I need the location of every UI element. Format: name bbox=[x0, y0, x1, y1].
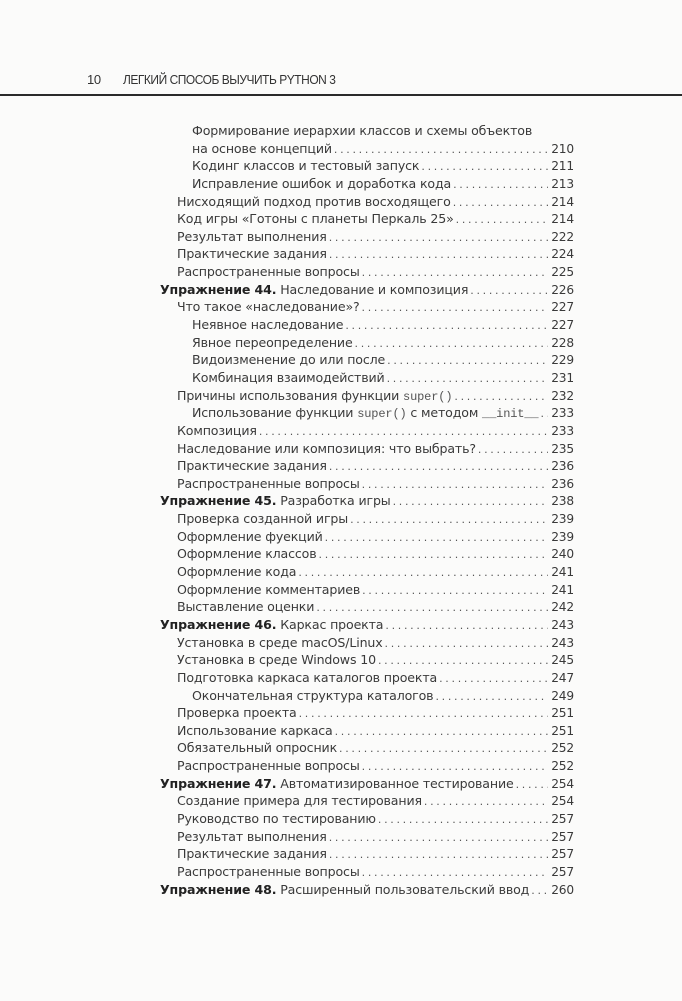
toc-entry-title bbox=[177, 440, 478, 458]
toc-entry-page: 224 bbox=[548, 246, 574, 264]
dot-leader bbox=[387, 370, 549, 388]
toc-entry-page: 254 bbox=[548, 793, 574, 811]
toc-entry[interactable] bbox=[160, 598, 574, 616]
toc-entry-page: 231 bbox=[548, 370, 574, 388]
dot-leader bbox=[362, 299, 549, 317]
toc-entry-title bbox=[192, 369, 387, 387]
dot-leader bbox=[435, 688, 548, 706]
dot-leader bbox=[345, 317, 548, 335]
toc-entry-text: Оформление кода bbox=[177, 564, 297, 580]
toc-entry-text: Неявное наследование bbox=[192, 317, 344, 333]
toc-entry-page: 238 bbox=[548, 493, 574, 511]
dot-leader bbox=[478, 441, 548, 459]
toc-entry-page: 239 bbox=[548, 529, 574, 547]
dot-leader bbox=[259, 423, 548, 441]
toc-entry-text-after: с методом bbox=[410, 405, 479, 421]
toc-entry-title bbox=[177, 563, 298, 581]
toc-entry-page: 247 bbox=[548, 670, 574, 688]
toc-entry[interactable] bbox=[160, 422, 574, 440]
toc-entry-page: 241 bbox=[548, 582, 574, 600]
toc-entry-text: Явное переопределение bbox=[192, 334, 353, 350]
toc-entry-text: Наследование или композиция: что выбрать? bbox=[177, 440, 476, 456]
toc-entry-title bbox=[177, 598, 316, 616]
toc-entry-title bbox=[177, 828, 329, 846]
toc-entry-title bbox=[177, 228, 329, 246]
dot-leader bbox=[531, 882, 548, 900]
toc-entry-text: Оформление фуекций bbox=[177, 528, 323, 544]
dot-leader bbox=[362, 476, 549, 494]
toc-entry[interactable] bbox=[160, 281, 574, 299]
toc-entry-page: 232 bbox=[548, 388, 574, 406]
toc-entry-text: на основе концепций bbox=[192, 140, 332, 156]
toc-entry-title bbox=[160, 492, 393, 510]
code-snippet: super() bbox=[403, 389, 453, 404]
toc-entry-text: Исправление ошибок и доработка кода bbox=[192, 175, 452, 191]
toc-entry-title bbox=[177, 245, 329, 263]
toc-entry-title bbox=[160, 775, 516, 793]
dot-leader bbox=[385, 617, 548, 635]
toc-entry-title bbox=[177, 422, 259, 440]
toc-entry-text: Разработка игры bbox=[280, 493, 391, 509]
toc-entry[interactable] bbox=[160, 298, 574, 316]
toc-entry-title bbox=[177, 739, 339, 757]
toc-entry-text: Обязательный опросник bbox=[177, 740, 338, 756]
dot-leader bbox=[335, 723, 549, 741]
toc-entry[interactable] bbox=[160, 193, 574, 211]
dot-leader bbox=[470, 282, 548, 300]
toc-entry-page: 222 bbox=[548, 229, 574, 247]
toc-entry-page: 236 bbox=[548, 476, 574, 494]
toc-entry-text: Практические задания bbox=[177, 846, 327, 862]
dot-leader bbox=[453, 176, 548, 194]
dot-leader bbox=[424, 793, 548, 811]
dot-leader bbox=[329, 458, 548, 476]
toc-entry-page: 249 bbox=[548, 688, 574, 706]
toc-entry[interactable] bbox=[160, 563, 574, 581]
dot-leader bbox=[339, 740, 548, 758]
dot-leader bbox=[329, 846, 548, 864]
toc-entry[interactable] bbox=[160, 351, 574, 369]
toc-entry[interactable] bbox=[160, 810, 574, 828]
dot-leader bbox=[334, 141, 548, 159]
toc-entry-title bbox=[177, 528, 325, 546]
toc-entry[interactable] bbox=[160, 263, 574, 281]
dot-leader bbox=[378, 652, 548, 670]
toc-entry-text: Распространенные вопросы bbox=[177, 264, 360, 280]
book-title: ЛЕГКИЙ СПОСОБ ВЫУЧИТЬ PYTHON 3 bbox=[123, 72, 336, 87]
dot-leader bbox=[350, 511, 548, 529]
toc-entry-page: 214 bbox=[548, 211, 574, 229]
toc-entry[interactable] bbox=[160, 757, 574, 775]
code-snippet: super() bbox=[357, 407, 407, 422]
dot-leader bbox=[421, 158, 548, 176]
toc-entry-page: 243 bbox=[548, 617, 574, 635]
toc-entry[interactable] bbox=[160, 334, 574, 352]
toc-entry-title bbox=[177, 863, 362, 881]
toc-entry-page: 233 bbox=[548, 423, 574, 441]
toc-entry-page: 228 bbox=[548, 335, 574, 353]
toc-entry-title bbox=[177, 263, 362, 281]
toc-entry[interactable] bbox=[160, 828, 574, 846]
toc-entry-title bbox=[192, 122, 534, 140]
toc-entry-text: Практические задания bbox=[177, 458, 327, 474]
toc-entry[interactable] bbox=[160, 245, 574, 263]
toc-entry-text: Руководство по тестированию bbox=[177, 810, 376, 826]
toc-entry[interactable] bbox=[160, 510, 574, 528]
table-of-contents bbox=[160, 122, 574, 898]
dot-leader bbox=[385, 635, 549, 653]
code-snippet: __init__ bbox=[482, 407, 539, 422]
toc-entry-page: 257 bbox=[548, 811, 574, 829]
exercise-label: Упражнение 47. bbox=[160, 775, 277, 791]
dot-leader bbox=[454, 388, 548, 406]
toc-entry-page: 251 bbox=[548, 723, 574, 741]
toc-entry[interactable] bbox=[160, 616, 574, 634]
dot-leader bbox=[329, 246, 548, 264]
exercise-label: Упражнение 46. bbox=[160, 616, 277, 632]
toc-entry-text: Видоизменение до или после bbox=[192, 352, 386, 368]
dot-leader bbox=[393, 493, 549, 511]
toc-entry-page: 240 bbox=[548, 546, 574, 564]
toc-entry-title bbox=[177, 651, 378, 669]
toc-entry-page: 260 bbox=[548, 882, 574, 900]
toc-entry-title bbox=[177, 792, 424, 810]
toc-entry-text: Комбинация взаимодействий bbox=[192, 369, 385, 385]
toc-entry[interactable] bbox=[160, 739, 574, 757]
toc-entry-text: Практические задания bbox=[177, 246, 327, 262]
toc-entry-page: 241 bbox=[548, 564, 574, 582]
toc-entry-title bbox=[177, 510, 350, 528]
page-number: 10 bbox=[87, 72, 101, 87]
toc-entry-page: 242 bbox=[548, 599, 574, 617]
toc-entry-title bbox=[177, 193, 453, 211]
toc-entry[interactable] bbox=[160, 881, 574, 899]
toc-entry-text: Проверка созданной игры bbox=[177, 511, 349, 527]
toc-entry[interactable] bbox=[160, 492, 574, 510]
toc-entry-text: Выставление оценки bbox=[177, 599, 315, 615]
toc-entry-page: 257 bbox=[548, 864, 574, 882]
toc-entry-text: Установка в среде Windows 10 bbox=[177, 652, 376, 668]
toc-entry-text: Окончательная структура каталогов bbox=[192, 687, 434, 703]
toc-entry-page: 210 bbox=[548, 141, 574, 159]
toc-entry[interactable] bbox=[160, 687, 574, 705]
toc-entry[interactable] bbox=[160, 457, 574, 475]
toc-entry-title bbox=[192, 687, 435, 705]
dot-leader bbox=[355, 335, 549, 353]
toc-entry-text: Оформление классов bbox=[177, 546, 317, 562]
dot-leader bbox=[329, 229, 549, 247]
toc-entry[interactable] bbox=[160, 651, 574, 669]
exercise-label: Упражнение 44. bbox=[160, 281, 277, 297]
toc-entry-text: Результат выполнения bbox=[177, 228, 327, 244]
toc-entry[interactable] bbox=[160, 387, 574, 405]
toc-entry[interactable] bbox=[160, 669, 574, 687]
toc-entry-text: Установка в среде macOS/Linux bbox=[177, 634, 383, 650]
toc-entry[interactable] bbox=[160, 157, 574, 175]
toc-entry-page: 227 bbox=[548, 317, 574, 335]
toc-entry[interactable] bbox=[160, 792, 574, 810]
toc-entry-title bbox=[177, 722, 335, 740]
dot-leader bbox=[298, 564, 548, 582]
toc-entry[interactable] bbox=[160, 369, 574, 387]
toc-entry[interactable] bbox=[160, 316, 574, 334]
toc-entry-text: Код игры «Готоны с планеты Перкаль 25» bbox=[177, 211, 454, 227]
dot-leader bbox=[319, 546, 549, 564]
exercise-label: Упражнение 45. bbox=[160, 493, 277, 509]
toc-entry-title bbox=[177, 210, 456, 228]
toc-entry-text: Распространенные вопросы bbox=[177, 758, 360, 774]
toc-entry-title bbox=[177, 704, 299, 722]
dot-leader bbox=[299, 705, 549, 723]
dot-leader bbox=[516, 776, 549, 794]
dot-leader bbox=[362, 582, 548, 600]
toc-entry-title bbox=[177, 545, 319, 563]
dot-leader bbox=[439, 670, 548, 688]
toc-entry[interactable] bbox=[160, 475, 574, 493]
toc-entry-title bbox=[192, 351, 387, 369]
toc-entry-title bbox=[160, 616, 385, 634]
toc-entry-title bbox=[192, 334, 355, 352]
toc-entry-page: 236 bbox=[548, 458, 574, 476]
toc-entry-title bbox=[177, 475, 362, 493]
toc-entry-text: Распространенные вопросы bbox=[177, 863, 360, 879]
toc-entry[interactable] bbox=[160, 722, 574, 740]
dot-leader bbox=[456, 211, 549, 229]
toc-entry-title bbox=[177, 757, 362, 775]
toc-entry-page: 251 bbox=[548, 705, 574, 723]
toc-entry-page: 235 bbox=[548, 441, 574, 459]
toc-entry[interactable] bbox=[160, 863, 574, 881]
dot-leader bbox=[378, 811, 548, 829]
dot-leader bbox=[329, 829, 549, 847]
toc-entry-title bbox=[192, 175, 453, 193]
toc-entry-text: Причины использования функции bbox=[177, 387, 400, 403]
toc-entry-title bbox=[192, 316, 345, 334]
toc-entry-page: 243 bbox=[548, 635, 574, 653]
toc-entry-text: Нисходящий подход против восходящего bbox=[177, 193, 451, 209]
dot-leader bbox=[453, 194, 549, 212]
dot-leader bbox=[362, 864, 549, 882]
toc-entry[interactable] bbox=[160, 545, 574, 563]
dot-leader bbox=[362, 758, 549, 776]
toc-entry[interactable] bbox=[160, 140, 574, 158]
toc-entry-title bbox=[177, 669, 439, 687]
toc-entry[interactable] bbox=[160, 228, 574, 246]
toc-entry-page: 211 bbox=[548, 158, 574, 176]
toc-entry-title bbox=[192, 140, 334, 158]
toc-entry-text: Распространенные вопросы bbox=[177, 475, 360, 491]
toc-entry[interactable] bbox=[160, 634, 574, 652]
toc-entry[interactable] bbox=[160, 404, 574, 422]
toc-entry[interactable] bbox=[160, 775, 574, 793]
toc-entry-page: 226 bbox=[548, 282, 574, 300]
toc-entry[interactable] bbox=[160, 581, 574, 599]
toc-entry-text: Подготовка каркаса каталогов проекта bbox=[177, 669, 438, 685]
toc-entry[interactable] bbox=[160, 175, 574, 193]
dot-leader bbox=[387, 352, 548, 370]
toc-entry-text: Использование каркаса bbox=[177, 722, 333, 738]
toc-entry-page: 252 bbox=[548, 758, 574, 776]
toc-entry-page: 229 bbox=[548, 352, 574, 370]
toc-entry-title bbox=[160, 281, 470, 299]
toc-entry-title bbox=[177, 581, 362, 599]
toc-entry-title bbox=[177, 298, 362, 316]
toc-entry-page: 257 bbox=[548, 846, 574, 864]
toc-entry-title bbox=[177, 845, 329, 863]
toc-entry-text: Использование функции bbox=[192, 405, 354, 421]
toc-entry[interactable] bbox=[160, 528, 574, 546]
toc-entry-page: 225 bbox=[548, 264, 574, 282]
toc-entry-text: Создание примера для тестирования bbox=[177, 793, 422, 809]
dot-leader bbox=[325, 529, 549, 547]
toc-entry-text: Расширенный пользовательский ввод bbox=[280, 881, 530, 897]
toc-entry-text: Формирование иерархии классов и схемы объектов bbox=[192, 123, 533, 138]
toc-entry-page: 254 bbox=[548, 776, 574, 794]
toc-entry-text: Наследование и композиция bbox=[280, 281, 469, 297]
dot-leader bbox=[316, 599, 548, 617]
toc-entry-page: 257 bbox=[548, 829, 574, 847]
toc-entry-text: Каркас проекта bbox=[280, 616, 384, 632]
toc-entry-title bbox=[177, 810, 378, 828]
toc-entry-page: 239 bbox=[548, 511, 574, 529]
toc-entry-text: Оформление комментариев bbox=[177, 581, 361, 597]
dot-leader bbox=[362, 264, 549, 282]
toc-entry[interactable] bbox=[160, 122, 574, 140]
toc-entry-page: 252 bbox=[548, 740, 574, 758]
toc-entry-text: Кодинг классов и тестовый запуск bbox=[192, 158, 420, 174]
toc-entry-text: Автоматизированное тестирование bbox=[280, 775, 514, 791]
toc-entry-page: 227 bbox=[548, 299, 574, 317]
toc-entry-title bbox=[177, 634, 385, 652]
toc-entry[interactable] bbox=[160, 440, 574, 458]
toc-entry-text: Проверка проекта bbox=[177, 705, 297, 721]
running-head bbox=[0, 68, 682, 96]
toc-entry-text: Что такое «наследование»? bbox=[177, 299, 360, 315]
toc-entry-page: 214 bbox=[548, 194, 574, 212]
toc-entry-page: 233 bbox=[548, 405, 574, 423]
toc-entry-text: Результат выполнения bbox=[177, 828, 327, 844]
toc-entry-page: 245 bbox=[548, 652, 574, 670]
exercise-label: Упражнение 48. bbox=[160, 881, 277, 897]
toc-entry[interactable] bbox=[160, 845, 574, 863]
dot-leader bbox=[540, 405, 548, 423]
toc-entry-title bbox=[160, 881, 531, 899]
toc-entry-title bbox=[192, 157, 421, 175]
toc-entry[interactable] bbox=[160, 704, 574, 722]
toc-entry-page: 213 bbox=[548, 176, 574, 194]
toc-entry-text: Композиция bbox=[177, 422, 257, 438]
toc-entry-title bbox=[177, 457, 329, 475]
toc-entry[interactable] bbox=[160, 210, 574, 228]
